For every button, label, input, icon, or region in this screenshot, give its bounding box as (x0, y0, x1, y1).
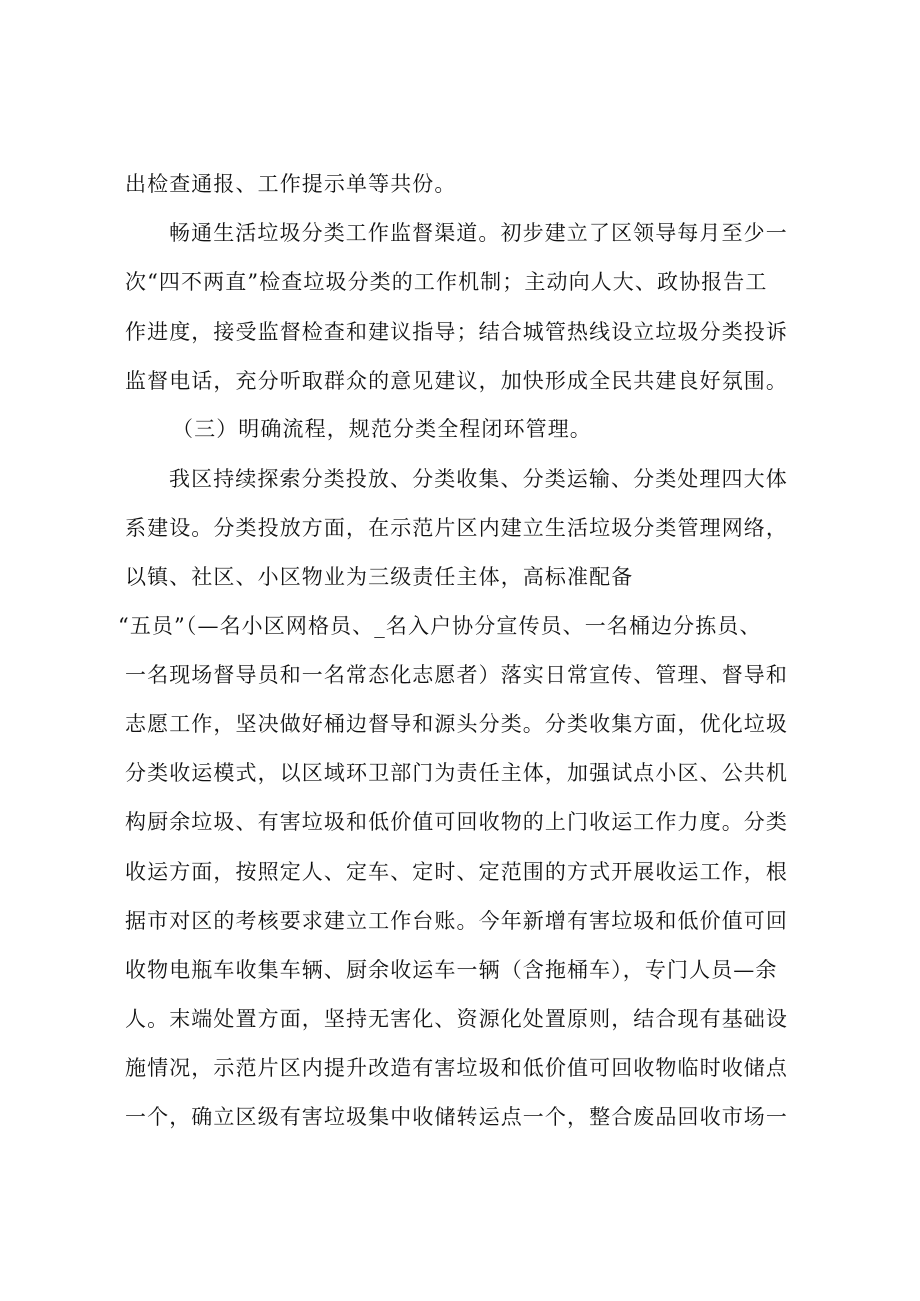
text-line-3: 次“四不两直”检查垃圾分类的工作机制；主动向人大、政协报告工 (125, 270, 768, 294)
text-line-8: 系建设。分类投放方面，在示范片区内建立生活垃圾分类管理网络， (125, 516, 788, 540)
section-heading: （三）明确流程，规范分类全程闭环管理。 (172, 417, 592, 441)
text-line-1: 出检查通报、工作提示单等共份。 (125, 172, 457, 196)
text-line-7: 我区持续探索分类投放、分类收集、分类运输、分类处理四大体 (169, 467, 788, 491)
text-line-5: 监督电话，充分听取群众的意见建议，加快形成全民共建良好氛围。 (125, 369, 788, 393)
text-line-4: 作进度，接受监督检查和建议指导；结合城管热线设立垃圾分类投诉 (125, 320, 788, 344)
text-line-13: 分类收运模式，以区域环卫部门为责任主体，加强试点小区、公共机 (125, 761, 788, 785)
text-line-19: 施情况，示范片区内提升改造有害垃圾和低价值可回收物临时收储点 (125, 1056, 788, 1080)
text-line-15: 收运方面，按照定人、定车、定时、定范围的方式开展收运工作，根 (125, 860, 788, 884)
text-line-11: 一名现场督导员和一名常态化志愿者）落实日常宣传、管理、督导和 (125, 663, 788, 687)
text-line-17: 收物电瓶车收集车辆、厨余收运车一辆（含拖桶车），专门人员—余 (125, 958, 778, 982)
text-line-2: 畅通生活垃圾分类工作监督渠道。初步建立了区领导每月至少一 (169, 221, 788, 245)
text-line-14: 构厨余垃圾、有害垃圾和低价值可回收物的上门收运工作力度。分类 (125, 810, 788, 834)
text-line-10: “五员”（—名小区网格员、_名入户协分宣传员、一名桶边分拣员、 (118, 614, 762, 638)
text-line-9: 以镇、社区、小区物业为三级责任主体，高标准配备 (125, 565, 634, 589)
text-line-12: 志愿工作，坚决做好桶边督导和源头分类。分类收集方面，优化垃圾 (125, 712, 788, 736)
text-line-18: 人。末端处置方面，坚持无害化、资源化处置原则，结合现有基础设 (125, 1007, 788, 1031)
text-line-20: 一个，确立区级有害垃圾集中收储转运点一个，整合废品回收市场一 (125, 1105, 788, 1129)
text-line-16: 据市对区的考核要求建立工作台账。今年新增有害垃圾和低价值可回 (125, 909, 788, 933)
